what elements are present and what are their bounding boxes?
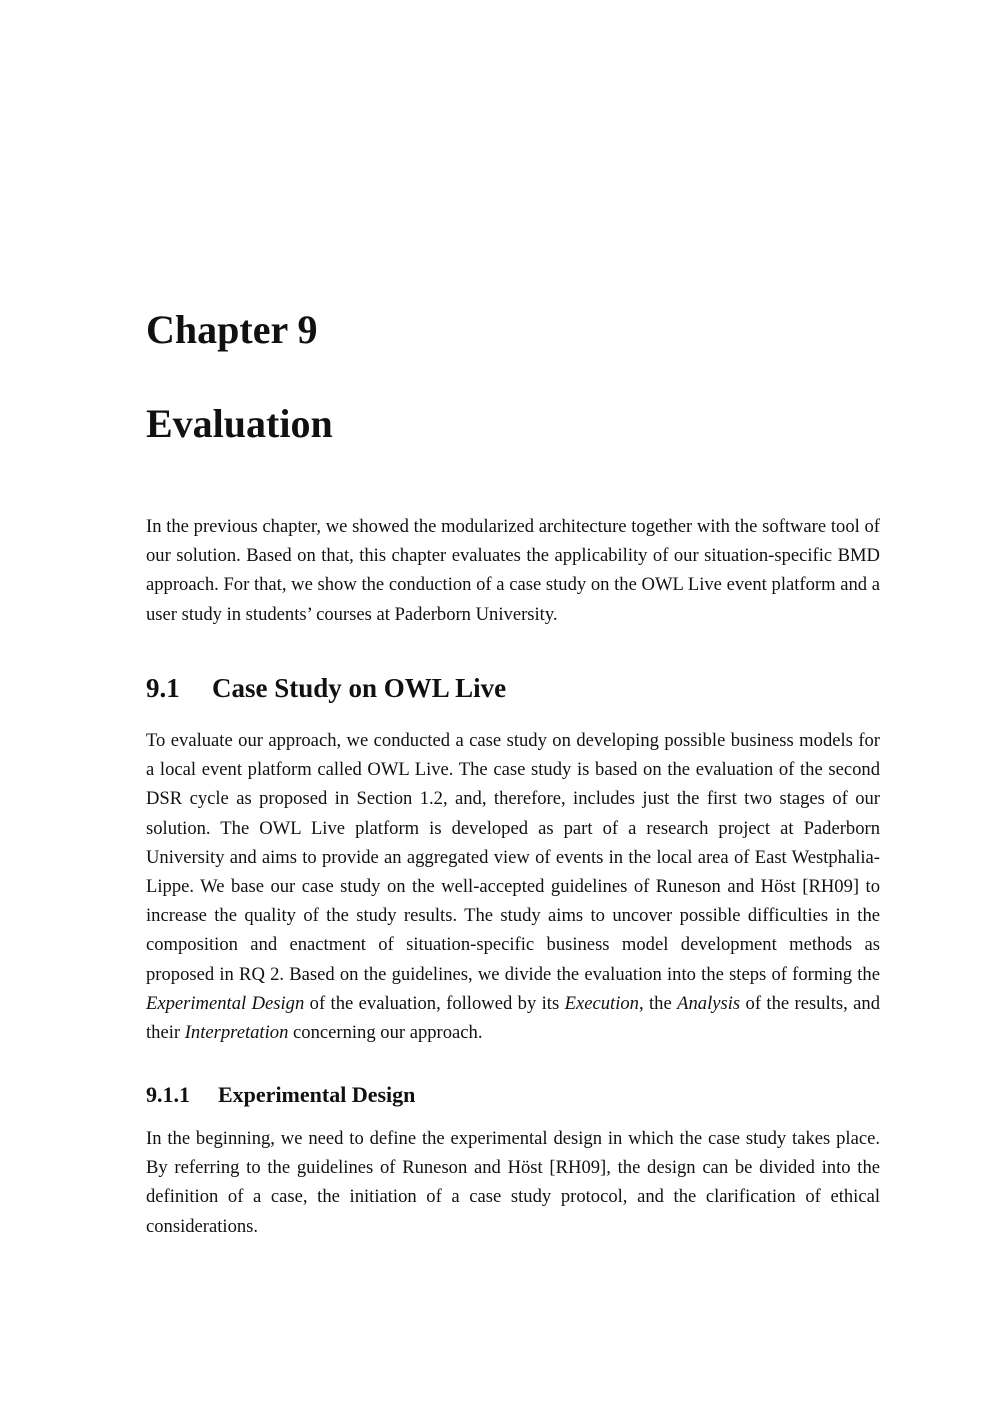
subsection-number: 9.1.1 (146, 1082, 190, 1107)
section-number: 9.1 (146, 673, 180, 703)
section-title: Case Study on OWL Live (212, 673, 507, 703)
case-text-mid1: of the evaluation, followed by its (304, 992, 565, 1014)
emphasis-execution: Execution (564, 992, 639, 1014)
case-text-after: concerning our approach. (288, 1022, 483, 1044)
emphasis-experimental-design: Experimental Design (146, 992, 305, 1014)
intro-paragraph: In the previous chapter, we showed the modularized architecture together with the software tool of our solution. Based on that, this chapter evaluates the applicability of our situation-specific BMD approach. For that, we show the conduction of a case study on the OWL Live event platform and a user study in students’ courses at Paderborn University. (146, 516, 880, 625)
case-study-paragraph (146, 726, 880, 1047)
case-text-mid2: , the (638, 992, 678, 1014)
case-text-before: To evaluate our approach, we conducted a case study on developing possible business models for a local event platform called OWL Live. The case study is based on the evaluation of the second DSR cycle as proposed in Section 1.2, and, therefore, includes just the first two stages of our solution. The OWL Live platform is developed as part of a research project at Paderborn University and aims to provide an aggregated view of events in the local area of East Westphalia-Lippe. We base our case study on the well-accepted guidelines of Runeson and Höst [RH09] to increase the quality of the study results. The study aims to uncover possible difficulties in the composition and enactment of situation-specific business model development methods as proposed in RQ 2. Based on the guidelines, we divide the evaluation into the steps of forming the (146, 730, 880, 985)
emphasis-interpretation: Interpretation (184, 1022, 289, 1044)
emphasis-analysis: Analysis (677, 992, 741, 1014)
experimental-design-paragraph: In the beginning, we need to define the experimental design in which the case study takes place. By referring to the guidelines of Runeson and Höst [RH09], the design can be divided into the definition of a case, the initiation of a case study protocol, and the clarification of ethical considerations. (146, 1128, 880, 1237)
subsection-title: Experimental Design (218, 1082, 416, 1107)
section-heading (146, 670, 506, 706)
chapter-label: Chapter 9 (146, 307, 318, 352)
subsection-heading (146, 1080, 415, 1110)
case-text-mid3: of the results, and their (146, 992, 880, 1044)
chapter-title: Evaluation (146, 401, 333, 446)
